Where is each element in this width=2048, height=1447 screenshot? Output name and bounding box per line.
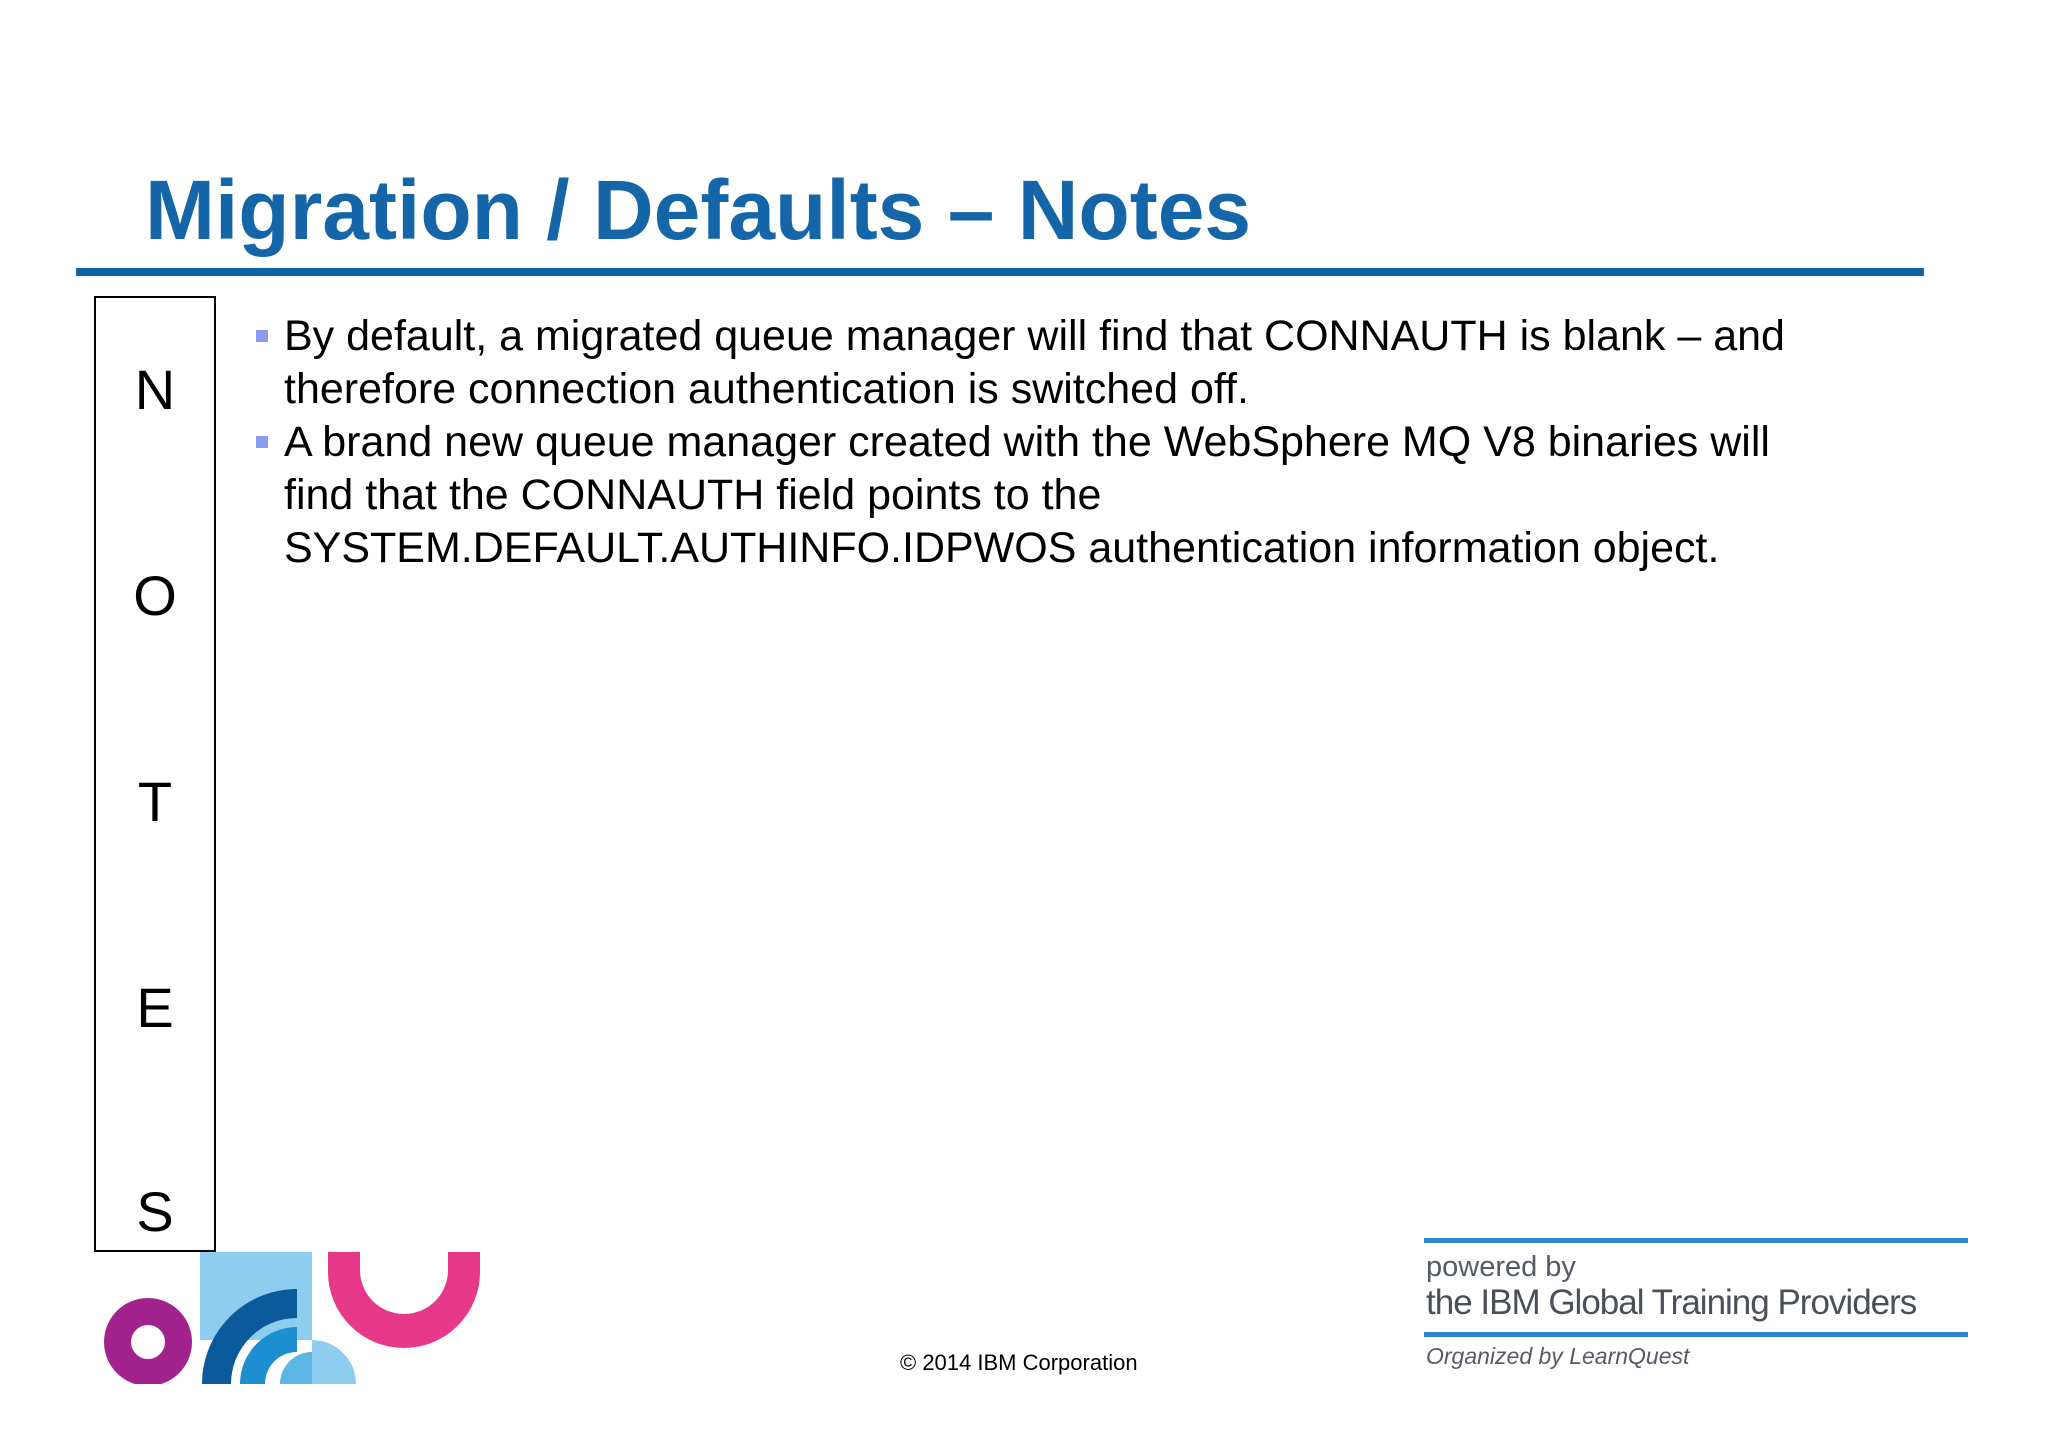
organized-by-label: Organized by LearnQuest <box>1426 1343 1690 1369</box>
bullet-line: A brand new queue manager created with the WebSphere MQ V8 binaries will <box>284 418 1770 466</box>
powered-by-badge <box>1424 1238 1968 1368</box>
title-divider <box>76 268 1924 276</box>
ibm-graphic-shapes-icon <box>90 1252 490 1384</box>
bullet-line: therefore connection authentication is switched off. <box>284 365 1249 413</box>
bullet-line: SYSTEM.DEFAULT.AUTHINFO.IDPWOS authentication information object. <box>284 524 1720 572</box>
bullet-line: By default, a migrated queue manager will find that CONNAUTH is blank – and <box>284 312 1785 360</box>
powered-by-top-rule <box>1424 1238 1968 1243</box>
square-bullet-icon <box>256 436 268 448</box>
copyright-text: © 2014 IBM Corporation <box>900 1350 1138 1375</box>
notes-letter-e: E <box>136 976 174 1039</box>
notes-letter-o: O <box>133 564 177 627</box>
notes-letter-t: T <box>137 770 173 833</box>
bullet-line: find that the CONNAUTH field points to the <box>284 471 1102 519</box>
bullet-item <box>250 310 1850 416</box>
bullet-item <box>250 416 1850 575</box>
notes-letter-s: S <box>136 1180 174 1243</box>
notes-letter-n: N <box>134 358 176 421</box>
notes-bullet-list <box>250 310 1850 575</box>
square-bullet-icon <box>256 330 268 342</box>
slide-title: Migration / Defaults – Notes <box>145 163 1252 257</box>
powered-by-label: powered by <box>1426 1251 1576 1283</box>
notes-side-label <box>94 296 216 1252</box>
providers-label: the IBM Global Training Providers <box>1426 1283 1917 1322</box>
powered-by-bottom-rule <box>1424 1332 1968 1337</box>
